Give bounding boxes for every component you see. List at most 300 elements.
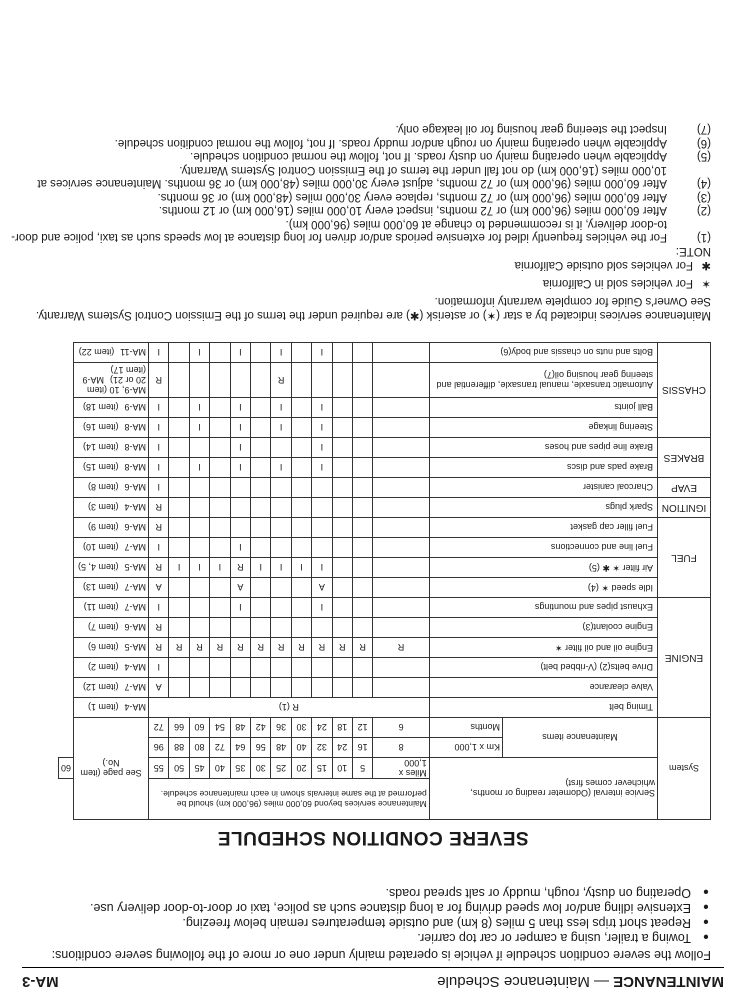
interval-cell: I — [230, 538, 250, 558]
ref-page: MA-6 — [124, 482, 147, 493]
maintenance-item: Fuel line and connections — [429, 538, 657, 558]
interval-cell: I — [189, 343, 209, 363]
interval-cell — [291, 478, 311, 498]
interval-cell — [189, 438, 209, 458]
interval-cell: I — [149, 438, 169, 458]
note-text: Applicable when operating mainly on rough and/or muddy roads. If not, follow the normal condition schedule. — [114, 137, 667, 149]
interval-cell — [230, 518, 250, 538]
interval-cell — [230, 678, 250, 698]
interval-cell: I — [312, 343, 332, 363]
km-value: 88 — [169, 738, 189, 758]
interval-cell: I — [251, 558, 271, 578]
ref-page: MA-6 — [124, 522, 147, 533]
interval-cell: I — [149, 418, 169, 438]
ref-item: (item 6) — [88, 642, 119, 653]
interval-cell: R — [230, 558, 250, 578]
months-value: 36 — [271, 718, 291, 738]
page-reference — [74, 658, 149, 678]
maint-items-label: Maintenance items — [503, 718, 658, 758]
interval-cell — [251, 518, 271, 538]
section-subtitle: — Maintenance Schedule — [437, 973, 609, 990]
interval-cell: R — [271, 638, 291, 658]
table-row — [59, 398, 711, 418]
interval-cell — [169, 478, 189, 498]
ref-item: (item 4, 5) — [78, 562, 119, 573]
interval-cell — [373, 363, 429, 398]
miles-value: 15 — [312, 758, 332, 779]
note-number: (7) — [696, 123, 711, 136]
interval-cell — [332, 658, 352, 678]
note-item — [11, 190, 711, 204]
interval-cell — [291, 363, 311, 398]
months-value: 72 — [149, 718, 169, 738]
maintenance-item: Idle speed ✶ (4) — [429, 578, 657, 598]
ref-page: MA-8 — [124, 442, 147, 453]
interval-cell — [230, 498, 250, 518]
interval-cell — [271, 578, 291, 598]
interval-cell — [210, 458, 230, 478]
ref-page: MA-4 — [124, 502, 147, 513]
interval-cell — [373, 598, 429, 618]
interval-cell — [291, 678, 311, 698]
interval-cell: R — [291, 638, 311, 658]
note-text: Inspect the steering gear housing for oil leakage only. — [395, 123, 667, 136]
interval-cell — [291, 618, 311, 638]
interval-cell — [352, 618, 372, 638]
interval-cell: R — [312, 638, 332, 658]
interval-cell — [169, 518, 189, 538]
page-reference — [74, 578, 149, 598]
interval-cell — [210, 498, 230, 518]
km-value: 24 — [332, 738, 352, 758]
maintenance-item: Ball joints — [429, 398, 657, 418]
ref-item: (item 16) — [83, 422, 119, 433]
condition-item: ● Repeat short trips less than 5 miles (8 km) and outside temperatures remain below freezing. — [11, 915, 691, 930]
ref-item: (item 22) — [78, 347, 115, 358]
note-number: (2) — [696, 204, 711, 217]
months-value: 12 — [352, 718, 372, 738]
note-text: Applicable when operating mainly on dusty roads. If not, follow the normal condition schedule. — [190, 150, 667, 163]
interval-cell — [352, 363, 372, 398]
interval-cell: I — [312, 458, 332, 478]
condition-item: ● Operating on dusty, rough, muddy or salt spread roads. — [11, 885, 691, 900]
interval-cell: I — [291, 558, 311, 578]
interval-cell — [373, 398, 429, 418]
page-reference — [74, 698, 149, 718]
note-number: (4) — [696, 177, 711, 190]
interval-cell — [271, 478, 291, 498]
interval-cell — [312, 678, 332, 698]
interval-cell — [169, 363, 189, 398]
footnotes — [21, 254, 711, 322]
months-value: 18 — [332, 718, 352, 738]
condition-list — [11, 885, 711, 945]
miles-value: 40 — [210, 758, 230, 779]
interval-cell: I — [149, 458, 169, 478]
interval-cell — [189, 478, 209, 498]
interval-cell — [312, 478, 332, 498]
page-reference — [74, 638, 149, 658]
interval-cell — [332, 558, 352, 578]
interval-cell: I — [312, 598, 332, 618]
maintenance-item: Exhaust pipes and mountings — [429, 598, 657, 618]
maintenance-item: Steering linkage — [429, 418, 657, 438]
interval-cell: I — [189, 418, 209, 438]
interval-cell — [373, 478, 429, 498]
km-value: 64 — [230, 738, 250, 758]
km-value: 80 — [189, 738, 209, 758]
interval-cell — [373, 343, 429, 363]
interval-cell: R — [149, 558, 169, 578]
table-row — [59, 638, 711, 658]
note-item — [11, 203, 711, 217]
interval-cell: I — [312, 558, 332, 578]
page-reference — [74, 438, 149, 458]
interval-cell: I — [189, 458, 209, 478]
interval-cell — [291, 658, 311, 678]
interval-cell — [251, 458, 271, 478]
interval-cell — [189, 498, 209, 518]
interval-cell — [291, 343, 311, 363]
interval-cell — [332, 458, 352, 478]
table-row — [59, 418, 711, 438]
interval-cell — [291, 538, 311, 558]
interval-cell — [373, 578, 429, 598]
km-value: 56 — [251, 738, 271, 758]
maintenance-item: Bolts and nuts on chassis and body(6) — [429, 343, 657, 363]
miles-value: 5 — [352, 758, 372, 779]
interval-cell — [373, 538, 429, 558]
months-value: 42 — [251, 718, 271, 738]
table-row — [59, 558, 711, 578]
interval-cell — [373, 438, 429, 458]
page-reference — [74, 558, 149, 578]
interval-cell — [352, 518, 372, 538]
interval-span: R (1) — [149, 698, 430, 718]
interval-cell — [373, 618, 429, 638]
interval-cell — [251, 343, 271, 363]
interval-cell — [169, 438, 189, 458]
system-group: EVAP — [658, 478, 711, 498]
interval-cell: R — [149, 638, 169, 658]
interval-cell — [352, 478, 372, 498]
interval-cell — [271, 498, 291, 518]
ref-page: MA-11 — [120, 347, 147, 358]
intro — [11, 885, 711, 962]
intro-lead: Follow the severe condition schedule if vehicle is operated mainly under one or more of the following severe conditions: — [51, 948, 711, 962]
ref-page: MA-9 — [124, 402, 147, 413]
schedule-title: SEVERE CONDITION SCHEDULE — [217, 827, 529, 848]
interval-cell — [373, 418, 429, 438]
interval-cell — [271, 538, 291, 558]
ref-page: MA-7 — [124, 602, 147, 613]
interval-cell: A — [312, 578, 332, 598]
maintenance-item: Engine coolant(3) — [429, 618, 657, 638]
beyond-note: Maintenance services beyond 60,000 miles (96,000 km) should be performed at the same intervals shown in each maintenance schedule. — [149, 779, 430, 820]
notes — [11, 122, 711, 257]
interval-cell — [251, 538, 271, 558]
interval-cell: I — [230, 343, 250, 363]
ref-page: MA-6 — [124, 622, 147, 633]
table-row — [59, 698, 711, 718]
note-number: (3) — [696, 191, 711, 203]
interval-cell — [352, 558, 372, 578]
table-row — [59, 478, 711, 498]
maintenance-item: Drive belts(2) (V-ribbed belt) — [429, 658, 657, 678]
interval-cell — [271, 678, 291, 698]
interval-cell — [373, 498, 429, 518]
km-value: 48 — [271, 738, 291, 758]
ref-item: (item 9) — [88, 522, 119, 533]
interval-cell: I — [169, 558, 189, 578]
interval-cell: R — [169, 638, 189, 658]
interval-cell — [189, 518, 209, 538]
emission-note: Maintenance services indicated by a star (✶) or asterisk (✱) are required under the terms of the Emission Control Systems Warranty. See Owner's Guide for complete warranty information. — [35, 295, 711, 321]
interval-cell — [291, 418, 311, 438]
interval-cell — [210, 343, 230, 363]
maintenance-item: Valve clearance — [429, 678, 657, 698]
maintenance-item: Spark plugs — [429, 498, 657, 518]
system-group: ENGINE — [658, 598, 711, 718]
system-header: System — [658, 718, 711, 820]
page-reference — [74, 343, 149, 363]
miles-value: 30 — [251, 758, 271, 779]
months-value: 30 — [291, 718, 311, 738]
page-reference — [74, 518, 149, 538]
ref-page: MA-7 — [124, 682, 147, 693]
interval-cell — [210, 538, 230, 558]
page-reference — [74, 678, 149, 698]
note-text: After 60,000 miles (96,000 km) or 72 months, inspect every 10,000 miles (16,000 km) or 12 months. — [158, 204, 667, 217]
interval-cell — [251, 618, 271, 638]
interval-cell — [352, 418, 372, 438]
interval-cell: I — [149, 658, 169, 678]
interval-cell — [210, 438, 230, 458]
interval-cell — [271, 438, 291, 458]
ref-item: (item 8) — [88, 482, 119, 493]
interval-cell: I — [271, 458, 291, 478]
table-row — [59, 458, 711, 478]
interval-cell — [169, 618, 189, 638]
ref-item: (item 13) — [83, 582, 119, 593]
table-row — [59, 658, 711, 678]
star-text: For vehicles sold in California — [542, 277, 693, 289]
star-mark: ✶ — [701, 277, 711, 289]
ref-page: MA-8 — [124, 422, 147, 433]
interval-cell — [332, 598, 352, 618]
interval-cell — [352, 398, 372, 418]
page-reference — [74, 538, 149, 558]
interval-cell — [373, 658, 429, 678]
interval-cell — [189, 678, 209, 698]
interval-cell — [189, 618, 209, 638]
maintenance-item: Brake pads and discs — [429, 458, 657, 478]
maintenance-item: Charcoal canister — [429, 478, 657, 498]
interval-cell: R — [149, 498, 169, 518]
interval-cell — [373, 558, 429, 578]
interval-cell — [271, 598, 291, 618]
interval-cell — [169, 498, 189, 518]
interval-cell: I — [312, 438, 332, 458]
km-value: 16 — [352, 738, 372, 758]
interval-cell: R — [189, 638, 209, 658]
ref-page: MA-5 — [124, 642, 147, 653]
ref-item: (item 18) — [83, 402, 119, 413]
interval-cell — [210, 418, 230, 438]
miles-value: 10 — [332, 758, 352, 779]
interval-cell — [169, 458, 189, 478]
interval-cell — [169, 578, 189, 598]
interval-cell — [312, 363, 332, 398]
ref-item: (item 1) — [88, 702, 119, 713]
ref-page: MA-9, 10 (item 20 or 21) — [87, 375, 147, 395]
interval-cell: I — [149, 538, 169, 558]
interval-cell — [189, 363, 209, 398]
interval-cell: I — [230, 398, 250, 418]
page-header — [22, 967, 724, 994]
ref-item: MA-9 (item 17) — [82, 365, 147, 385]
interval-cell: R — [149, 518, 169, 538]
ref-page: MA-7 — [124, 582, 147, 593]
miles-value: 45 — [189, 758, 209, 779]
km-value: 72 — [210, 738, 230, 758]
interval-cell — [251, 418, 271, 438]
ref-item: (item 14) — [83, 442, 119, 453]
interval-cell: I — [271, 558, 291, 578]
interval-cell: I — [312, 418, 332, 438]
interval-cell — [291, 578, 311, 598]
maintenance-item: Air filter ✶ ✱ (5) — [429, 558, 657, 578]
header-row — [59, 779, 711, 820]
condition-item: ● Extensive idling and/or low speed driving for a long distance such as police, taxi or door-to-door delivery use. — [11, 900, 691, 915]
interval-cell: R — [149, 618, 169, 638]
interval-cell — [332, 678, 352, 698]
page-reference — [74, 418, 149, 438]
miles-value: 60 — [59, 758, 74, 779]
page-reference — [74, 618, 149, 638]
ref-item: (item 15) — [83, 462, 119, 473]
note-item — [11, 217, 711, 244]
table-row — [59, 363, 711, 398]
table-row — [59, 618, 711, 638]
months-value: 24 — [312, 718, 332, 738]
interval-cell — [251, 438, 271, 458]
table-row — [59, 518, 711, 538]
interval-cell: R — [251, 638, 271, 658]
maintenance-item: Timing belt — [429, 698, 657, 718]
interval-cell — [291, 598, 311, 618]
months-value: 60 — [189, 718, 209, 738]
interval-cell — [251, 498, 271, 518]
interval-header: Service interval (Odometer reading or months, whichever comes first) — [429, 758, 657, 820]
miles-value: 25 — [271, 758, 291, 779]
asterisk-mark: ✱ — [701, 259, 711, 271]
interval-cell — [352, 598, 372, 618]
interval-cell — [271, 518, 291, 538]
ref-page: MA-5 — [124, 562, 147, 573]
interval-cell: I — [210, 558, 230, 578]
interval-cell: I — [149, 478, 169, 498]
interval-cell — [251, 478, 271, 498]
interval-cell — [312, 618, 332, 638]
interval-cell — [210, 518, 230, 538]
note-text: For the vehicles frequently idled for extensive periods and/or driven for long distance at low speeds such as taxi, police and door-to-door delivery, it is recommended to change at 60,000 miles (96,000 km). — [11, 218, 667, 244]
interval-cell — [332, 538, 352, 558]
see-page-header: See page (item No.) — [74, 718, 149, 820]
interval-cell: I — [271, 418, 291, 438]
interval-cell — [251, 598, 271, 618]
ref-item: (item 2) — [88, 662, 119, 673]
interval-cell — [210, 478, 230, 498]
interval-cell — [332, 618, 352, 638]
interval-cell — [169, 658, 189, 678]
interval-cell — [332, 398, 352, 418]
interval-cell — [251, 658, 271, 678]
table-row — [59, 578, 711, 598]
note-text: After 60,000 miles (96,000 km) or 72 months, replace every 30,000 miles (48,000 km) or 36 months. — [157, 191, 667, 203]
note-text: After 60,000 miles (96,000 km) or 72 months, adjust every 30,000 miles (48,000 km) or 36 months. Maintenance services at 10,000 miles (16,000 km) do not fall under the terms of the Emission Control Systems Warranty. — [37, 164, 667, 190]
interval-cell — [169, 343, 189, 363]
interval-cell — [332, 478, 352, 498]
note-number: (5) — [696, 150, 711, 163]
months-value: 66 — [169, 718, 189, 738]
interval-cell — [332, 363, 352, 398]
interval-cell — [352, 458, 372, 478]
interval-cell: I — [230, 418, 250, 438]
page-number: MA-3 — [22, 973, 59, 990]
interval-cell — [373, 518, 429, 538]
interval-cell — [332, 418, 352, 438]
months-value: 54 — [210, 718, 230, 738]
interval-cell: A — [149, 578, 169, 598]
interval-cell — [251, 363, 271, 398]
interval-cell — [332, 343, 352, 363]
note-item — [11, 163, 711, 190]
page-reference — [74, 498, 149, 518]
asterisk-text: For vehicles sold outside California — [514, 259, 693, 271]
interval-cell — [271, 658, 291, 678]
km-value: 8 — [373, 738, 429, 758]
km-value: 96 — [149, 738, 169, 758]
ref-page: MA-8 — [124, 462, 147, 473]
interval-cell — [352, 343, 372, 363]
interval-cell — [230, 618, 250, 638]
interval-cell: I — [149, 343, 169, 363]
interval-cell — [332, 578, 352, 598]
km-row — [59, 738, 711, 758]
interval-cell — [373, 678, 429, 698]
interval-cell — [210, 398, 230, 418]
maintenance-item: Fuel filler cap gasket — [429, 518, 657, 538]
interval-cell — [332, 518, 352, 538]
notes-heading: NOTE: — [675, 245, 711, 257]
interval-cell — [352, 498, 372, 518]
interval-cell — [169, 598, 189, 618]
system-group: FUEL — [658, 518, 711, 598]
interval-cell — [312, 538, 332, 558]
table-row — [59, 438, 711, 458]
interval-cell — [230, 658, 250, 678]
interval-cell — [169, 418, 189, 438]
interval-cell — [169, 538, 189, 558]
interval-cell — [169, 678, 189, 698]
interval-cell — [312, 498, 332, 518]
table-row — [59, 598, 711, 618]
system-group: BRAKES — [658, 438, 711, 478]
interval-cell — [210, 578, 230, 598]
interval-cell — [210, 658, 230, 678]
interval-cell — [189, 578, 209, 598]
